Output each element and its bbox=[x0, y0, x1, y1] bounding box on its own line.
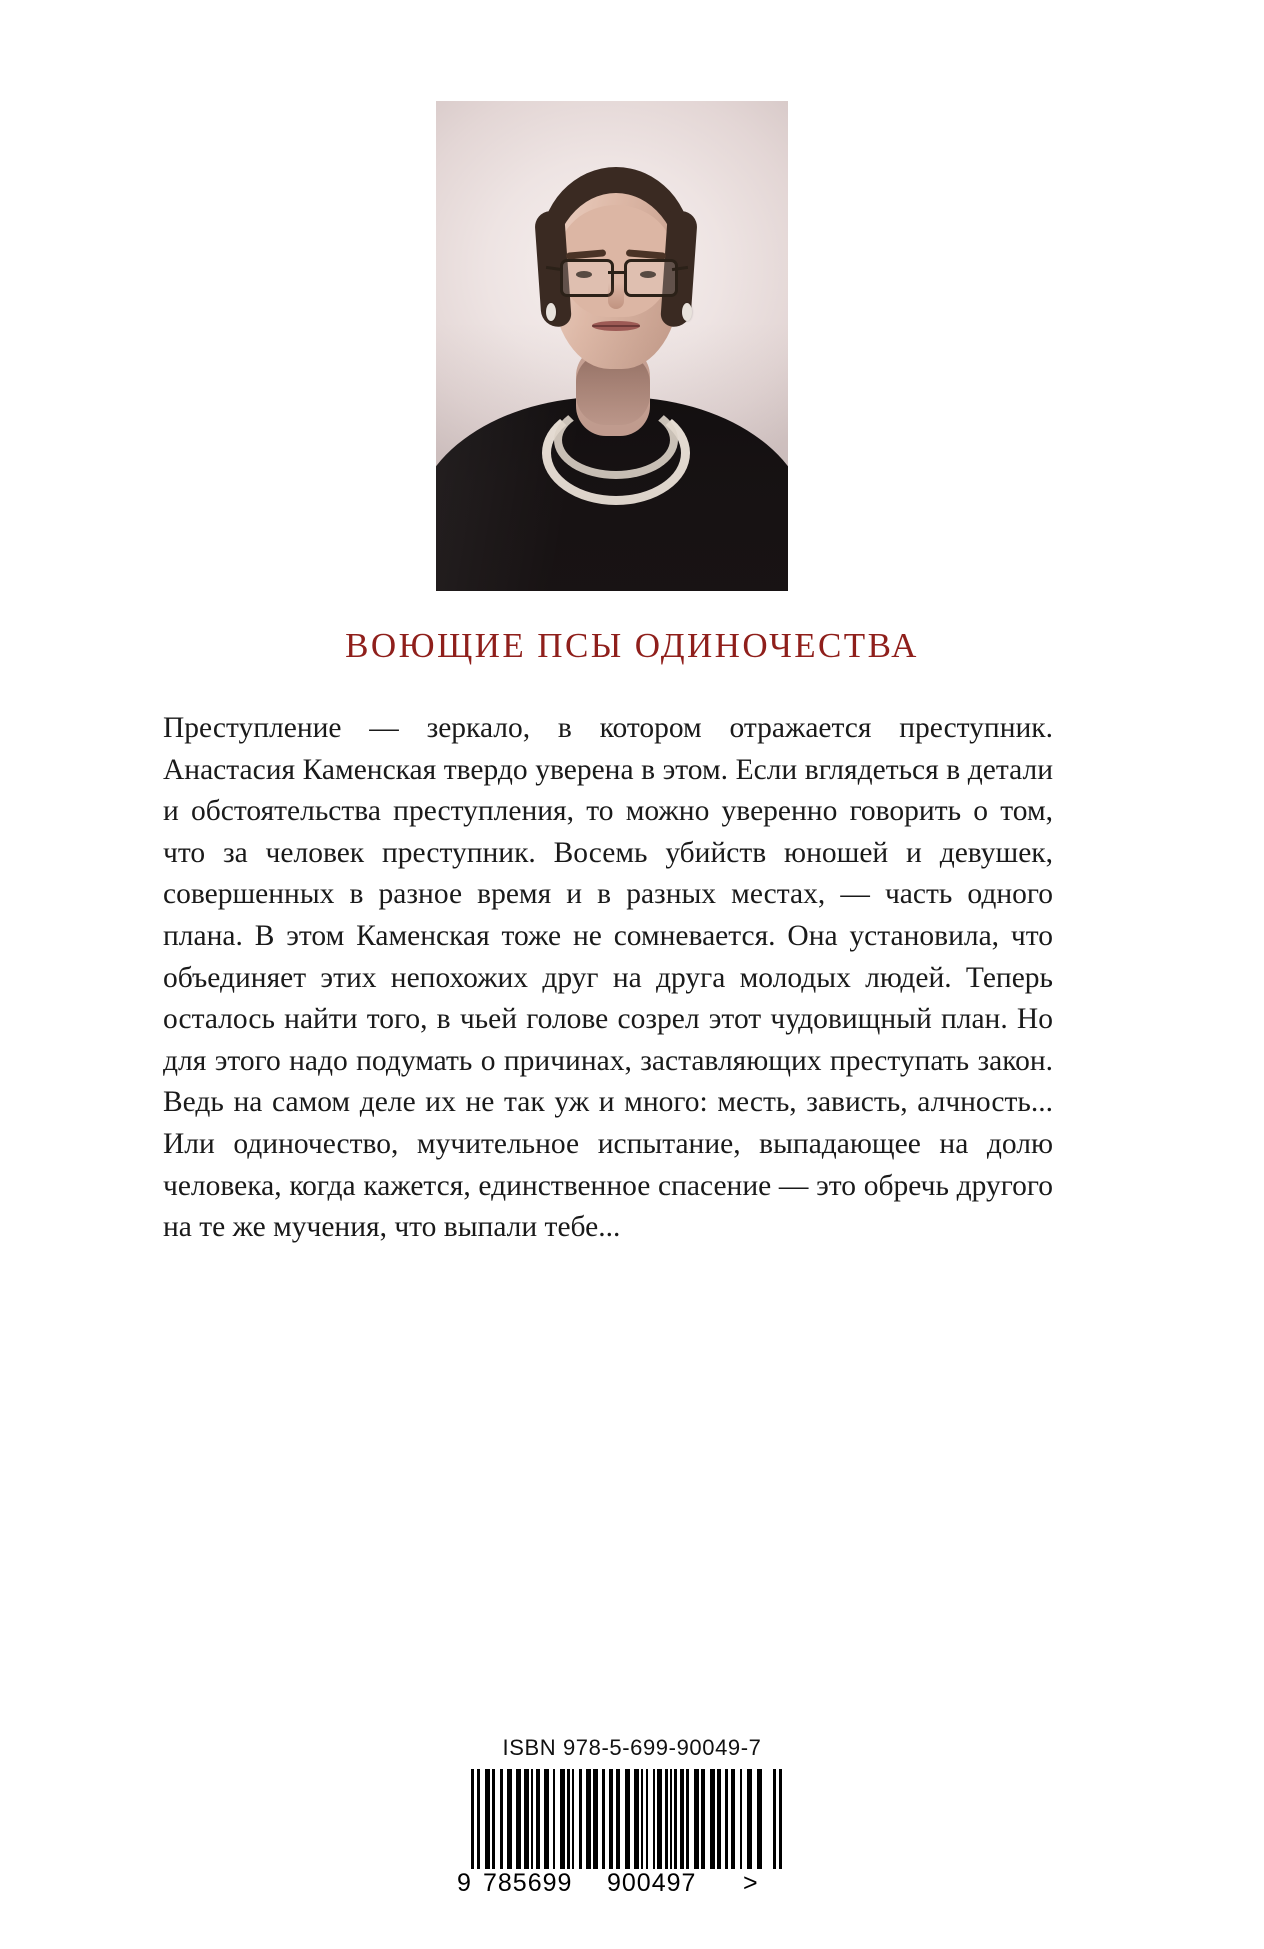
isbn-area bbox=[0, 1735, 1264, 1761]
barcode-digit-group1: 785699 bbox=[483, 1869, 573, 1897]
barcode-digit-lead: 9 bbox=[457, 1869, 472, 1897]
blurb-paragraph: Преступление — зеркало, в котором отражается преступник. Анастасия Каменская твердо уверена в этом. Если вглядеться в детали и обстоятельства преступления, то можно уверенно говорить о том, что за человек преступник. Восемь убийств юношей и девушек, совершенных в разное время и в разных местах, — часть одного плана. В этом Каменская тоже не сомневается. Она установила, что объединяет этих непохожих друг на друга молодых людей. Теперь осталось найти того, в чьей голове созрел этот чудовищный план. Но для этого надо подумать о причинах, заставляющих преступать закон. Ведь на самом деле их не так уж и много: месть, зависть, алчность... Или одиночество, мучительное испытание, выпадающее на долю человека, когда кажется, единственное спасение — это обречь другого на те же мучения, что выпали тебе... bbox=[163, 712, 1053, 1244]
photo-vignette bbox=[436, 101, 788, 591]
barcode-digit-group2: 900497 bbox=[607, 1869, 697, 1897]
barcode-bars bbox=[455, 1769, 799, 1877]
isbn-label: ISBN 978-5-699-90049-7 bbox=[502, 1735, 762, 1760]
author-photo bbox=[436, 101, 788, 591]
barcode-digits bbox=[455, 1869, 799, 1899]
book-title: ВОЮЩИЕ ПСЫ ОДИНОЧЕСТВА bbox=[345, 626, 919, 665]
author-photo-image bbox=[436, 101, 788, 591]
barcode-digit-tail: > bbox=[743, 1869, 759, 1897]
barcode bbox=[455, 1769, 799, 1899]
book-blurb bbox=[163, 708, 1053, 1249]
